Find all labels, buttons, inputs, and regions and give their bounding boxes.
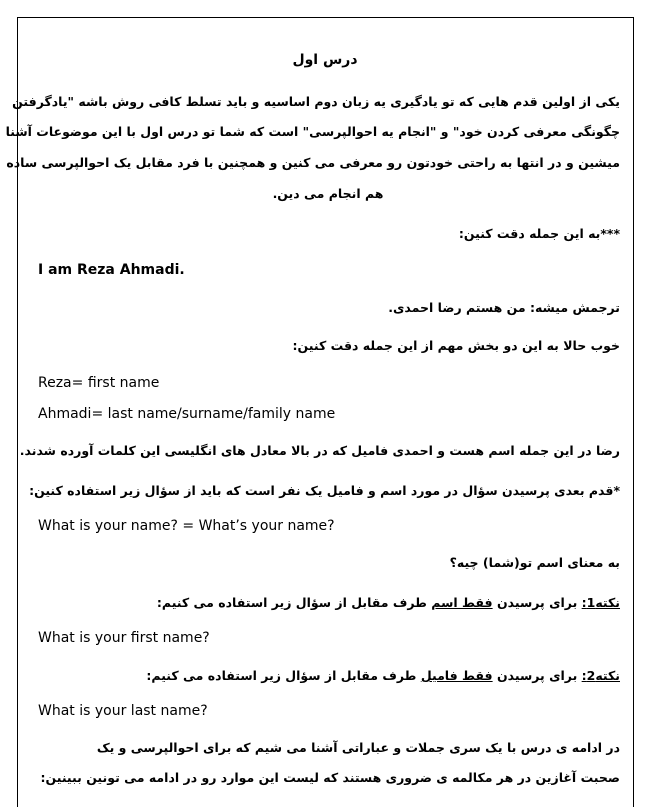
intro-line-2: چگونگی معرفی کردن خود" و "انجام یه احوالپرسی" است که شما تو درس اول با این موضوعات آشنا	[5, 124, 620, 139]
note-2-label: نکته2:	[581, 668, 620, 683]
question-line: What is your name? = What’s your name?	[38, 518, 335, 534]
last-name-question: What is your last name?	[38, 703, 208, 719]
note-2-post: طرف مقابل از سؤال زیر استفاده می کنیم:	[146, 668, 421, 683]
note-1-post: طرف مقابل از سؤال زیر استفاده می کنیم:	[156, 595, 432, 610]
note-2	[146, 668, 620, 683]
last-name-line: Ahmadi= last name/surname/family name	[38, 406, 336, 422]
meaning-line: به معنای اسم تو(شما) چیه؟	[449, 555, 620, 570]
first-name-line: Reza= first name	[38, 375, 160, 391]
closing-line-2: صحبت آغازین در هر مکالمه ی ضروری هستند که لیست این موارد رو در ادامه می تونین ببینین:	[40, 770, 620, 785]
note-1-underlined: فقط اسم	[431, 595, 493, 610]
note-2-pre: برای پرسیدن	[492, 668, 582, 683]
intro-line-3: میشین و در انتها به راحتی خودتون رو معرفی می کنین و همچنین با فرد مقابل یک احوالپرسی ساده	[6, 155, 620, 170]
note-2-underlined: فقط فامیل	[420, 668, 493, 683]
next-step-line: *قدم بعدی پرسیدن سؤال در مورد اسم و فامیل یک نفر است که باید از سؤال زیر استفاده کنین:	[29, 483, 620, 498]
first-name-question: What is your first name?	[38, 630, 210, 646]
note-1-label: نکته1:	[581, 595, 620, 610]
closing-line-1: در ادامه ی درس با یک سری جملات و عباراتی آشنا می شیم که برای احوالپرسی و یک	[96, 740, 620, 755]
explanation-line: رضا در این جمله اسم هست و احمدی فامیل که در بالا معادل های انگلیسی این کلمات آورده شدند.	[19, 443, 620, 458]
intro-line-1: یکی از اولین قدم هایی که تو یادگیری یه زبان دوم اساسیه و باید تسلط کافی روش باشه "یادگرفتن	[12, 94, 620, 109]
example-sentence: I am Reza Ahmadi.	[38, 262, 185, 278]
parts-intro: خوب حالا به این دو بخش مهم از این جمله دقت کنین:	[292, 338, 620, 353]
intro-line-4: هم انجام می دین.	[272, 186, 384, 201]
translation-line: ترجمش میشه: من هستم رضا احمدی.	[388, 300, 620, 315]
lesson-title: درس اول	[292, 52, 358, 68]
attention-line: ***به این جمله دقت کنین:	[458, 226, 620, 241]
note-1-pre: برای پرسیدن	[492, 595, 582, 610]
note-1	[157, 595, 620, 610]
